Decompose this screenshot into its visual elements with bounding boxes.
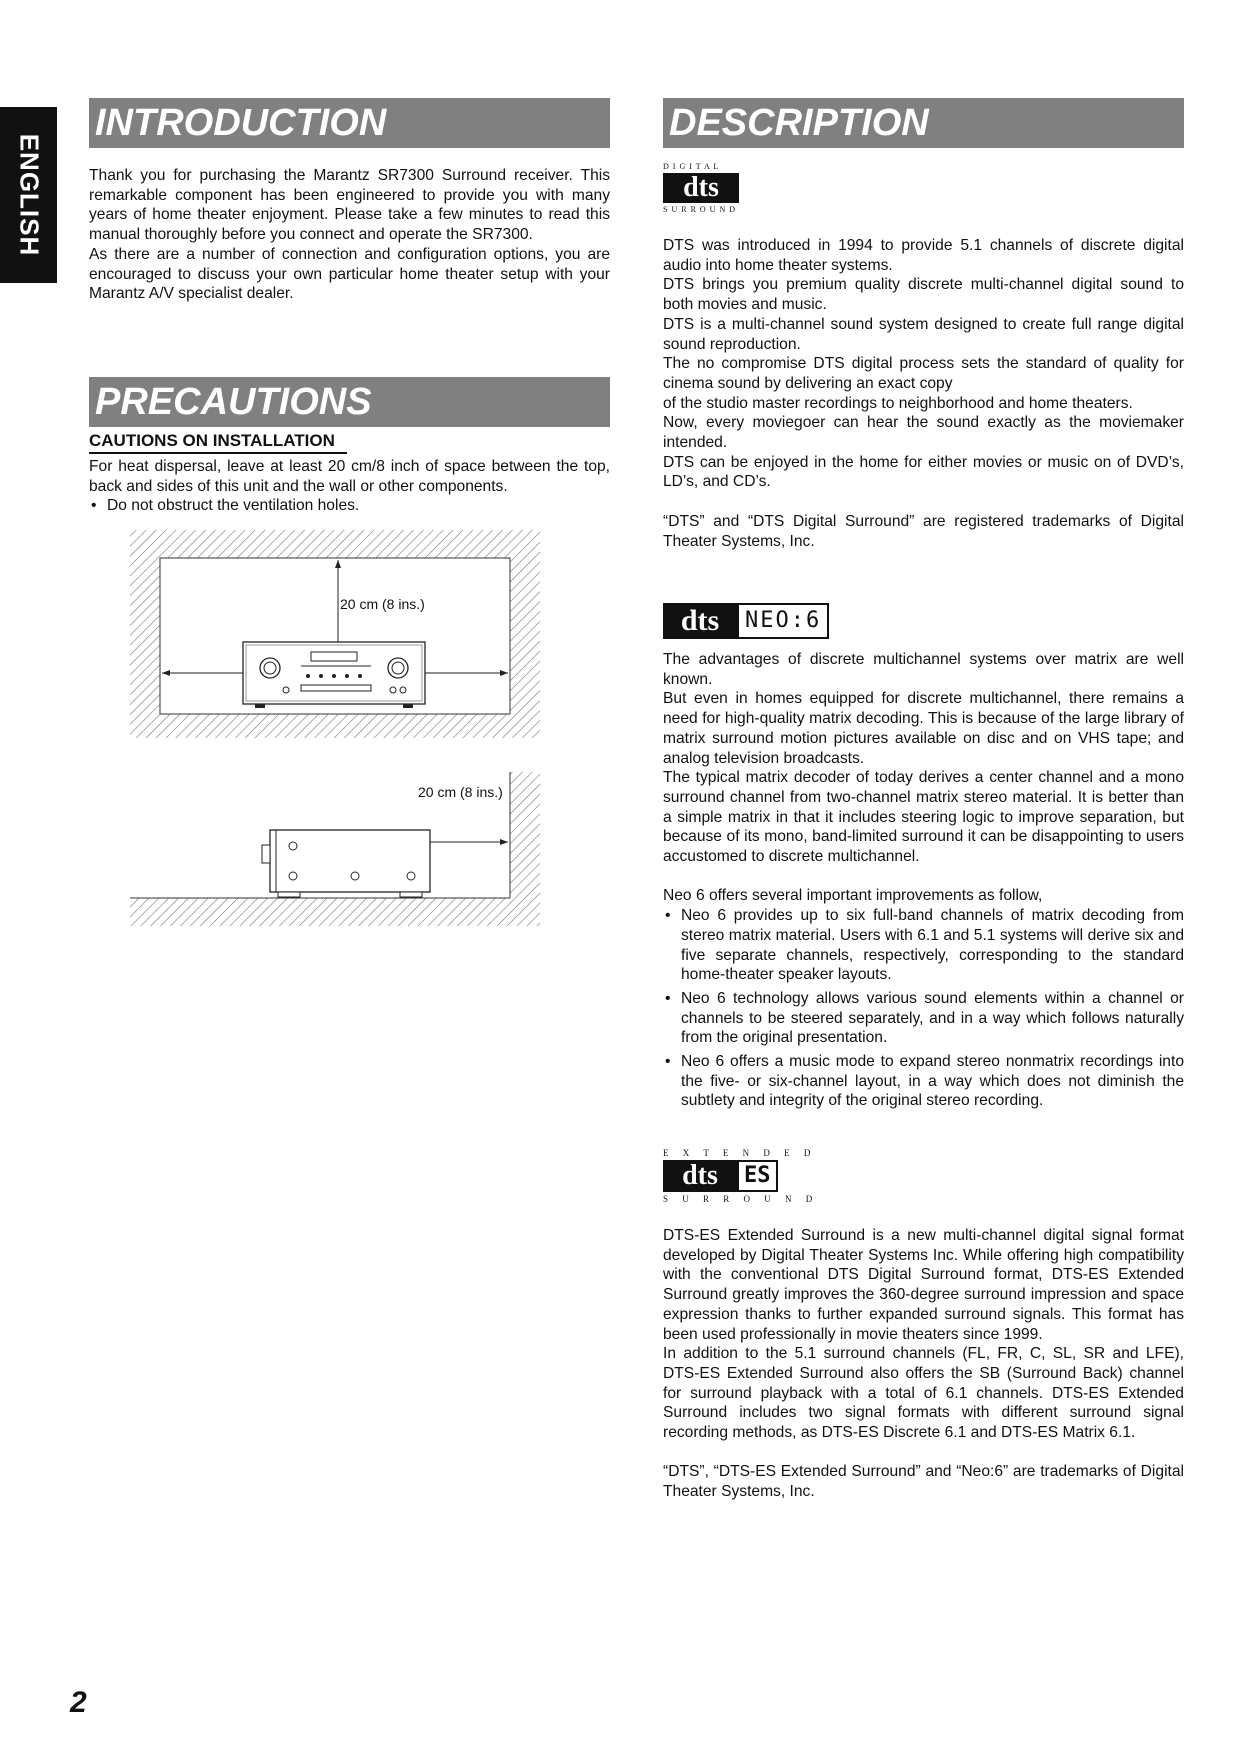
side-clearance-label: 20 cm (8 ins.) bbox=[418, 784, 503, 800]
neo6-mark: NEO:6 bbox=[737, 603, 829, 639]
dts-paragraph: The no compromise DTS digital process sets the standard of quality for cinema sound by delivering an exact copy bbox=[663, 355, 1184, 392]
neo6-paragraph: The advantages of discrete multichannel systems over matrix are well known. bbox=[663, 651, 1184, 688]
dts-paragraph: DTS is a multi-channel sound system designed to create full range digital sound reproduction. bbox=[663, 315, 1184, 353]
neo6-bullet: • Neo 6 technology allows various sound elements within a channel or channels to be steered separately, and in a way which follows naturally from the original presentation. bbox=[663, 989, 1184, 1048]
neo6-paragraph: But even in homes equipped for discrete multichannel, there remains a need for high-quality matrix decoding. This is because of the large library of matrix surround motion pictures available on disc and on VHS tape; and analog television broadcasts. bbox=[663, 690, 1184, 767]
neo6-intro: Neo 6 offers several important improvements as follow, bbox=[663, 887, 1043, 905]
precautions-heading: PRECAUTIONS bbox=[89, 377, 610, 427]
receiver-front-icon bbox=[243, 642, 425, 708]
dts-paragraph: Now, every moviegoer can hear the sound exactly as the moviemaker intended. bbox=[663, 414, 1184, 452]
introduction-text bbox=[89, 166, 610, 304]
page-number: 2 bbox=[70, 1686, 87, 1719]
language-tab bbox=[0, 107, 57, 283]
logo-bottom-text: S U R R O U N D bbox=[663, 205, 737, 214]
description-heading: DESCRIPTION bbox=[663, 98, 1184, 148]
neo6-bullet: • Neo 6 offers a music mode to expand stereo nonmatrix recordings into the five- or six-channel layout, in a way which does not diminish the subtlety and integrity of the original stereo recording. bbox=[663, 1052, 1184, 1111]
dts-es-extended-surround-logo bbox=[663, 1148, 819, 1204]
logo-bottom-text: S U R R O U N D bbox=[663, 1194, 819, 1204]
front-clearance-label: 20 cm (8 ins.) bbox=[340, 596, 425, 612]
dts-es-description bbox=[663, 1226, 1184, 1502]
dts-mark: dts bbox=[663, 173, 739, 203]
dts-description bbox=[663, 236, 1184, 551]
receiver-side-icon bbox=[262, 830, 430, 897]
language-tab-label: ENGLISH bbox=[14, 133, 44, 257]
precautions-bullet: • Do not obstruct the ventilation holes. bbox=[89, 496, 610, 516]
logo-top-text: D I G I T A L bbox=[663, 162, 720, 171]
precautions-paragraph: For heat dispersal, leave at least 20 cm/8 inch of space between the top, back and sides of this unit and the wall or other components. bbox=[89, 458, 610, 495]
dts-es-paragraph: DTS-ES Extended Surround is a new multi-channel digital signal format developed by Digital Theater Systems Inc. While offering high compatibility with the conventional DTS Digital Surround format, DTS-ES Extended Surround greatly improves the 360-degree surround impression and space expression thanks to further expanded surround signals. This format has been used professionally in movie theaters since 1999. bbox=[663, 1227, 1184, 1343]
precautions-text bbox=[89, 457, 610, 520]
dts-mark: dts bbox=[663, 1160, 737, 1192]
neo6-bullet: • Neo 6 provides up to six full-band channels of matrix decoding from stereo matrix material. Users with 6.1 and 5.1 systems will derive six and five separate channels, respectively, corresponding to the standard home-theater speaker layouts. bbox=[663, 906, 1184, 985]
dts-paragraph: DTS can be enjoyed in the home for either movies or music on of DVD’s, LD’s, and CD’s. bbox=[663, 453, 1184, 491]
cautions-subheading: CAUTIONS ON INSTALLATION bbox=[89, 430, 347, 454]
introduction-paragraph: As there are a number of connection and configuration options, you are encouraged to discuss your own particular home theater setup with your Marantz A/V specialist dealer. bbox=[89, 245, 610, 303]
dts-es-paragraph: In addition to the 5.1 surround channels (FL, FR, C, SL, SR and LFE), DTS-ES Extended Surround also offers the SB (Surround Back) channel for surround playback with a total of 6.1 channels. DTS-ES Extended Surround includes two signal formats with different surround signal recording methods, as DTS-ES Discrete 6.1 and DTS-ES Matrix 6.1. bbox=[663, 1345, 1184, 1442]
logo-top-text: E X T E N D E D bbox=[663, 1148, 817, 1158]
dts-neo6-logo bbox=[663, 603, 829, 639]
dts-paragraph: DTS brings you premium quality discrete multi-channel digital sound to both movies and music. bbox=[663, 276, 1184, 314]
dts-es-trademark: “DTS”, “DTS-ES Extended Surround” and “Neo:6” are trademarks of Digital Theater Systems, Inc. bbox=[663, 1463, 1184, 1501]
dts-trademark: “DTS” and “DTS Digital Surround” are registered trademarks of Digital Theater Systems, Inc. bbox=[663, 512, 1184, 550]
introduction-heading: INTRODUCTION bbox=[89, 98, 610, 148]
neo6-paragraph: The typical matrix decoder of today derives a center channel and a mono surround channel from two-channel matrix stereo material. It is better than a simple matrix in that it includes steering logic to improve separation, but because of its mono, band-limited surround it can be disappointing to users accustomed to discrete multichannel. bbox=[663, 769, 1184, 866]
es-mark: ES bbox=[737, 1160, 778, 1192]
dts-paragraph: DTS was introduced in 1994 to provide 5.1 channels of discrete digital audio into home theater systems. bbox=[663, 237, 1184, 274]
introduction-paragraph: Thank you for purchasing the Marantz SR7300 Surround receiver. This remarkable component has been engineered to provide you with many years of home theater enjoyment. Please take a few minutes to read this manual thoroughly before you connect and operate the SR7300. bbox=[89, 167, 610, 244]
dts-paragraph: of the studio master recordings to neighborhood and home theaters. bbox=[663, 394, 1133, 412]
dts-mark: dts bbox=[663, 603, 737, 639]
neo6-description bbox=[663, 650, 1184, 1115]
clearance-front-diagram bbox=[128, 528, 544, 742]
dts-digital-surround-logo bbox=[663, 162, 743, 214]
